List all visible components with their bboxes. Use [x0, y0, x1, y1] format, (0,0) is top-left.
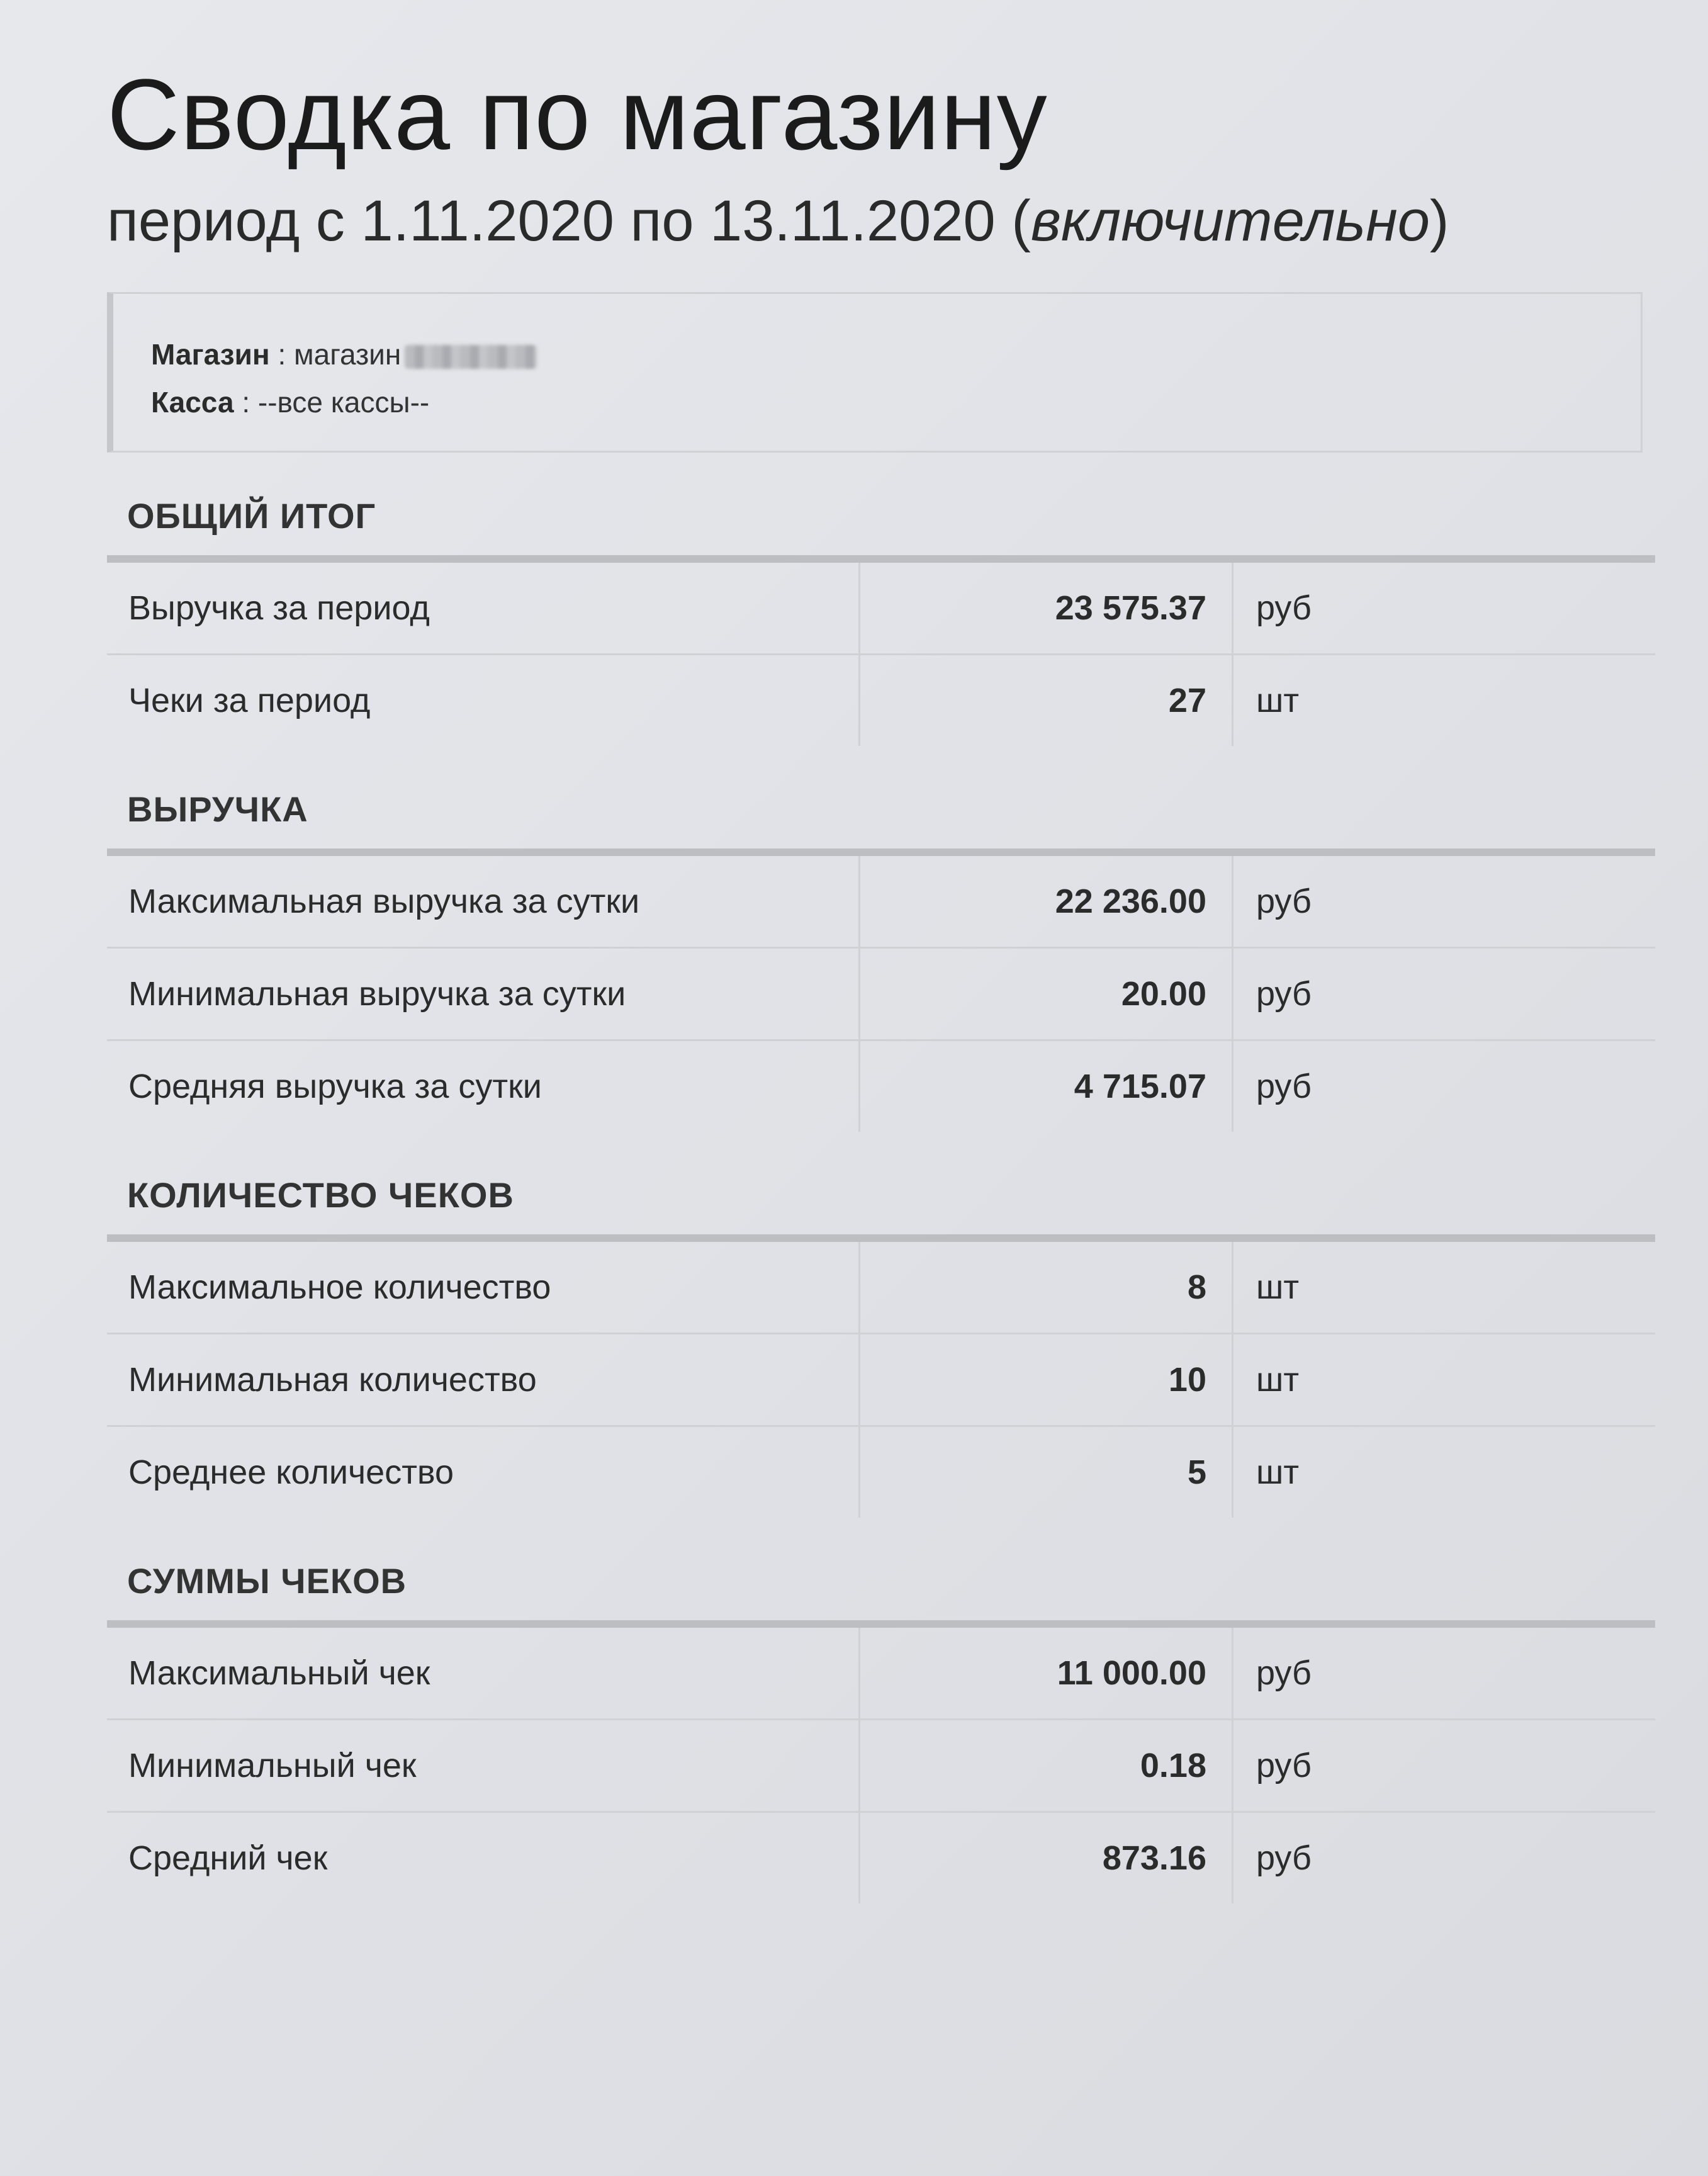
section-title: КОЛИЧЕСТВО ЧЕКОВ [127, 1175, 514, 1215]
cash-value: : --все кассы-- [242, 386, 430, 419]
store-value: : магазин [278, 338, 402, 371]
row-unit: шт [1256, 1453, 1300, 1492]
row-value: 11 000.00 [860, 1624, 1233, 1720]
summary-table [107, 1234, 1655, 1518]
row-value: 20.00 [860, 948, 1233, 1040]
table-row [107, 1812, 1655, 1904]
period-suffix: ) [1429, 189, 1449, 253]
table-row [107, 1334, 1655, 1426]
summary-table [107, 848, 1655, 1132]
row-label: Максимальная выручка за сутки [107, 852, 860, 948]
table-row [107, 1040, 1655, 1132]
summary-table [107, 1620, 1655, 1903]
report-page [107, 57, 1668, 1903]
table-row [107, 948, 1655, 1040]
report-period [107, 186, 1668, 256]
store-label: Магазин [151, 338, 270, 371]
row-value: 4 715.07 [860, 1040, 1233, 1132]
row-label: Минимальная выручка за сутки [107, 948, 860, 1040]
cash-line [151, 378, 1641, 426]
row-unit: руб [1233, 559, 1656, 655]
cash-label: Касса [151, 386, 234, 419]
row-value: 23 575.37 [860, 559, 1233, 655]
table-row [107, 655, 1655, 747]
summary-table [107, 555, 1655, 746]
report-title: Сводка по магазину [107, 58, 1048, 171]
row-unit: руб [1233, 948, 1656, 1040]
section-title: СУММЫ ЧЕКОВ [127, 1561, 407, 1601]
row-label: Средний чек [107, 1812, 860, 1904]
row-label: Максимальный чек [107, 1624, 860, 1720]
row-value: 0.18 [860, 1720, 1233, 1812]
store-line [151, 330, 1641, 378]
row-value: 873.16 [860, 1812, 1233, 1904]
section-revenue [107, 789, 1668, 1132]
row-unit: шт [1233, 1238, 1656, 1334]
row-unit: руб [1256, 1839, 1312, 1878]
row-unit: шт [1233, 1334, 1656, 1426]
table-row [107, 1426, 1655, 1518]
redacted-store-name [405, 345, 537, 369]
filter-info-box [107, 292, 1643, 453]
row-label: Минимальная количество [107, 1334, 860, 1426]
table-row [107, 1624, 1655, 1720]
section-receipt-sums [107, 1560, 1668, 1903]
row-value: 27 [860, 655, 1233, 747]
row-value: 5 [860, 1426, 1233, 1518]
table-row [107, 852, 1655, 948]
table-row [107, 1720, 1655, 1812]
period-prefix: период с 1.11.2020 по 13.11.2020 ( [107, 189, 1031, 253]
period-emphasis: включительно [1030, 189, 1430, 253]
table-row [107, 1238, 1655, 1334]
row-label: Средняя выручка за сутки [107, 1040, 860, 1132]
row-label: Чеки за период [107, 655, 860, 747]
row-unit: руб [1233, 852, 1656, 948]
row-label: Максимальное количество [107, 1238, 860, 1334]
section-title: ОБЩИЙ ИТОГ [127, 496, 376, 536]
row-unit: руб [1233, 1720, 1656, 1812]
row-label: Среднее количество [107, 1426, 860, 1518]
section-receipt-count [107, 1175, 1668, 1518]
section-title: ВЫРУЧКА [127, 789, 308, 830]
row-unit: руб [1256, 1068, 1312, 1106]
row-unit: руб [1233, 1624, 1656, 1720]
row-label: Минимальный чек [107, 1720, 860, 1812]
row-value: 10 [860, 1334, 1233, 1426]
section-total [107, 495, 1668, 746]
row-value: 8 [860, 1238, 1233, 1334]
row-label: Выручка за период [107, 559, 860, 655]
table-row [107, 559, 1655, 655]
row-value: 22 236.00 [860, 852, 1233, 948]
row-unit: шт [1256, 682, 1300, 720]
